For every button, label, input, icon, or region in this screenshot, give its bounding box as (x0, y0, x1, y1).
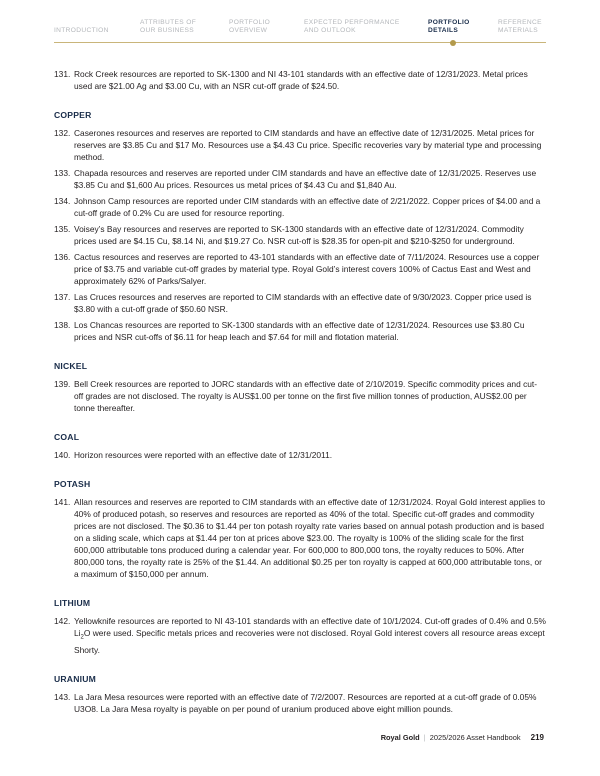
footnote-text-part-b: O were used. Specific metals prices and recoveries were not disclosed. Royal Gold interest covers all resource areas except Shorty. (74, 628, 545, 655)
footnote-text: Rock Creek resources are reported to SK-1300 and NI 43-101 standards with an effective date of 12/31/2023. Metal prices used are $21.00 Ag and $3.00 Cu, with an NSR cut-off grade of $24.50. (74, 69, 528, 91)
footnote-number: 134. (54, 196, 71, 206)
footer-document-title: 2025/2026 Asset Handbook (429, 733, 521, 742)
nav-attributes-line1: ATTRIBUTES OF (140, 19, 197, 26)
page-number: 219 (530, 733, 544, 742)
footnote-number: 138. (54, 320, 71, 330)
nav-portfolio-overview[interactable] (229, 19, 270, 35)
section-heading-lithium: LITHIUM (54, 598, 91, 608)
section-heading-coal: COAL (54, 432, 80, 442)
section-heading-uranium: URANIUM (54, 673, 96, 684)
nav-portfolio-details-line1: PORTFOLIO (428, 19, 470, 26)
nav-introduction-line2: INTRODUCTION (54, 27, 109, 34)
section-heading-potash: POTASH (54, 479, 91, 489)
footnote-139 (54, 378, 546, 414)
footnote-text (74, 615, 546, 656)
footnote-number: 140. (54, 450, 71, 460)
nav-expected-performance-and-outlook[interactable] (304, 19, 400, 35)
footnote-141 (54, 496, 546, 580)
footnote-number: 131. (54, 69, 71, 79)
footnote-text: Voisey’s Bay resources and reserves are reported to SK-1300 standards with an effective date of 12/31/2024. Commodity prices used are $4.15 Cu, $8.14 Ni, and $19.27 Co. NSR cut-off is $28.35 for open-pit and $210-$250 for underground. (74, 224, 524, 246)
nav-attributes-of-our-business[interactable] (140, 19, 196, 35)
footnote-134 (54, 195, 546, 219)
nav-divider (54, 42, 546, 43)
nav-reference-materials-line2: MATERIALS (498, 27, 539, 34)
footnote-text-part-a: Yellowknife resources are reported to NI 43-101 standards with an effective date of 10/1/2024. Cut-off grades of 0.4% and 0.5% Li (74, 616, 546, 638)
nav-reference-materials-line1: REFERENCE (498, 19, 542, 26)
footnote-140 (54, 449, 546, 461)
footnote-text: Los Chancas resources are reported to SK-1300 standards with an effective date of 12/31/2024. Resources use $3.80 Cu prices and NSR cut-offs of $6.11 for heap leach and $7.64 for mill and flotation material. (74, 320, 525, 342)
nav-expected-performance-line2: AND OUTLOOK (304, 27, 356, 34)
footnote-number: 143. (54, 691, 71, 702)
footnote-text: Cactus resources and reserves are reported to 43-101 standards with an effective date of 7/11/2024. Resources use a copper price of $3.75 and variable cut-off grades by material type. Royal Gold’s interest covers 100% of Cactus East and West and approximately 62% of Parks/Salyer. (74, 252, 540, 286)
footnote-text: Horizon resources were reported with an effective date of 12/31/2011. (74, 450, 333, 460)
nav-reference-materials[interactable] (498, 19, 542, 35)
footnote-number: 141. (54, 497, 71, 507)
footer-separator: | (423, 733, 426, 742)
footnote-136 (54, 251, 546, 287)
footnote-text: Las Cruces resources and reserves are reported to CIM standards with an effective date of 9/30/2023. Copper price used is $3.80 with a cut-off grade of $50.60 NSR. (74, 292, 532, 314)
nav-attributes-line2: OUR BUSINESS (140, 27, 195, 34)
footnote-138 (54, 319, 546, 343)
footnote-text: Caserones resources and reserves are reported to CIM standards and have an effective date of 12/31/2025. Metal prices for reserves are $3.85 Cu and $17 Mo. Resources use a $4.43 Cu price. Specific recoveries vary by material type and processing method. (74, 128, 542, 162)
footnote-143 (54, 691, 546, 715)
footnote-137 (54, 291, 546, 315)
section-navigation (0, 0, 600, 50)
footnote-142 (54, 615, 546, 656)
footnote-number: 133. (54, 168, 71, 178)
nav-portfolio-overview-line2: OVERVIEW (229, 27, 268, 34)
footnote-number: 137. (54, 292, 71, 302)
footnote-text: Allan resources and reserves are reported to CIM standards with an effective date of 12/31/2024. Royal Gold interest applies to 40% of produced potash, so reserves and resources are reported as 40% of the total. Specific cut-off grades and commodity prices are not disclosed. The $0.36 to $1.44 per ton potash royalty rate varies based on annual potash production and is based on a sliding scale, which caps at $1.44 per ton at prices above $23.00. The royalty is 100% of the sliding scale for the first 600,000 attributable tons produced during a calendar year. For 600,000 to 800,000 tons, the royalty reduces to 50%. After 800,000 tons, the royalty rate is 25% of the $1.44. An additional $0.25 per ton royalty is capped at 600,000 attributable tons, or a maximum of $150,000 per annum. (74, 497, 545, 579)
footer-brand: Royal Gold (380, 733, 420, 742)
page-footer (381, 733, 544, 742)
footnote-135 (54, 223, 546, 247)
nav-introduction[interactable] (54, 19, 109, 35)
footnote-number: 136. (54, 252, 71, 262)
section-heading-nickel: NICKEL (54, 361, 88, 371)
footnote-number: 135. (54, 224, 71, 234)
footnote-133 (54, 167, 546, 191)
nav-portfolio-overview-line1: PORTFOLIO (229, 19, 271, 26)
nav-introduction-line1 (54, 19, 109, 27)
footnote-text: Johnson Camp resources are reported under CIM standards with an effective date of 2/21/2022. Copper prices of $4.00 and a cut-off grade of 0.2% Cu are used for resource reporting. (74, 196, 541, 218)
footnote-number: 139. (54, 379, 71, 389)
nav-expected-performance-line1: EXPECTED PERFORMANCE (304, 19, 400, 26)
footnote-number: 142. (54, 616, 71, 626)
subscript-2: 2 (80, 634, 84, 641)
footnotes-content (54, 68, 546, 715)
footnote-text: Chapada resources and reserves are reported under CIM standards and have an effective date of 12/31/2025. Reserves use $3.85 Cu and $1,600 Au prices. Resources us metal prices of $4.43 Cu and $1,840 Au. (74, 168, 537, 190)
nav-portfolio-details-line2: DETAILS (428, 27, 459, 34)
footnote-132 (54, 127, 546, 163)
section-heading-copper: COPPER (54, 110, 92, 120)
active-section-marker (450, 40, 456, 46)
footnote-number: 132. (54, 128, 71, 138)
footnote-text: La Jara Mesa resources were reported with an effective date of 7/2/2007. Resources are reported at a cut-off grade of 0.05% U3O8. La Jara Mesa royalty is payable on per pound of uranium produced above eight million pounds. (74, 691, 537, 714)
footnote-131 (54, 68, 546, 92)
footnote-text: Bell Creek resources are reported to JORC standards with an effective date of 2/10/2019. Specific commodity prices and cut-off grades are not disclosed. The royalty is AUS$1.00 per tonne on the first five million tonnes of production, AUS$2.00 per tonne thereafter. (74, 379, 538, 413)
nav-portfolio-details[interactable] (428, 19, 470, 35)
